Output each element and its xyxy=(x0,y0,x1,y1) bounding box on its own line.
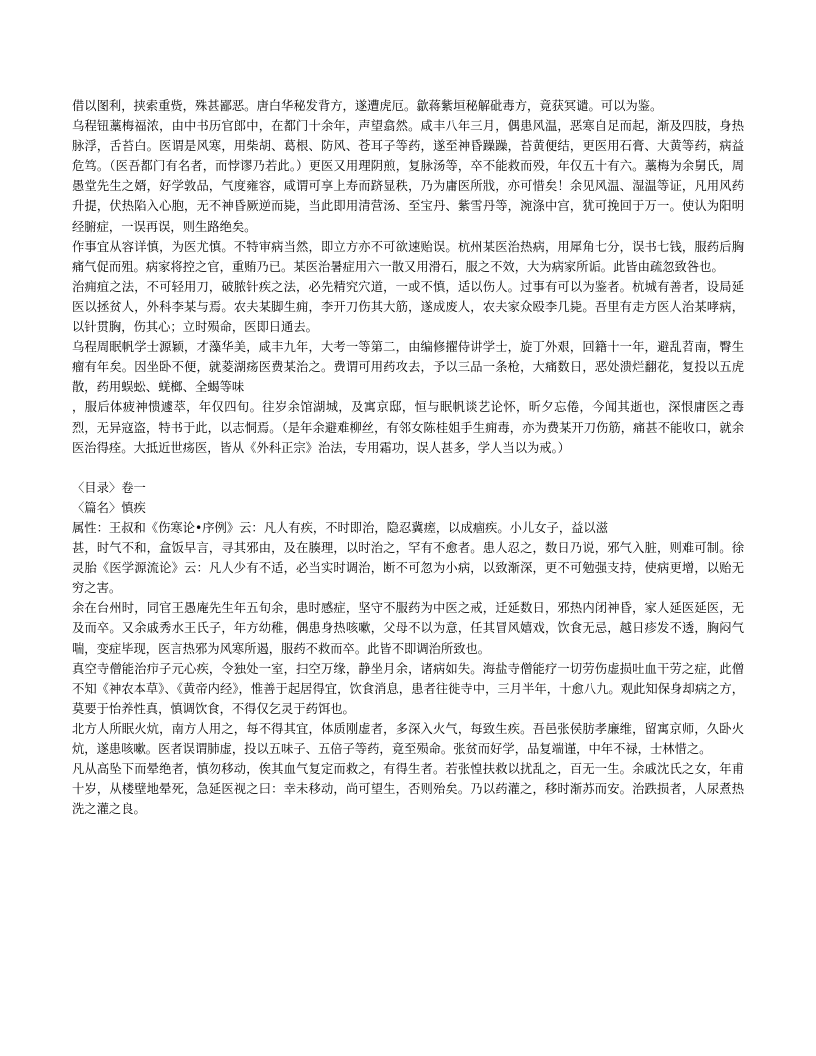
toc-heading-chapter: 〈篇名〉慎疾 xyxy=(72,500,146,515)
paragraph: 属性：王叔和《伤寒论•序例》云：凡人有疾，不时即治，隐忍冀瘥，以成痼疾。小儿女子，益以滋 xyxy=(72,520,609,535)
paragraph-spacer xyxy=(72,458,744,478)
paragraph: 乌程钮藁梅福浓，由中书历官郎中，在都门十余年，声望翕然。咸丰八年三月，偶患风温，恶寒自足而起，渐及四肢，身热脉浮，舌苔白。医谓是风寒，用柴胡、葛根、防风、苍耳子等药，遂至神昏躁躁，苔黄便结，更医用石膏、大黄等药，病益危笃。（医吾都门有名者，而悖谬乃若此。）更医又用理阴煎，复脉汤等，卒不能救而殁，年仅五十有六。藁梅为余舅氏，周愚堂先生之婿，好学敦品，气度雍容，咸谓可享上寿而跻显秩，乃为庸医所戕，亦可惜矣！余见风温、湿温等证，凡用风药升提，伏热陷入心胞，无不神昏厥逆而毙，当此即用清营汤、至宝丹、紫雪丹等，涴涤中宫，犹可挽回于万一。使认为阳明经腑症，一误再误，则生路绝矣。 xyxy=(72,119,744,234)
paragraph: 治痈疽之法，不可轻用刀，破脓针疾之法，必先精究穴道，一或不慎，适以伤人。过事有可以为鉴者。杭城有善者，设局延医以拯贫人，外科李某与焉。农夫某脚生痈，李开刀伤其大筋，遂成废人，农夫家众殴李几毙。吾里有走方医人治某哮病，以针贯胸，伤其心；立时殒命，医即日通去。 xyxy=(72,279,744,335)
paragraph: 作事宜从容详慎，为医尤慎。不特审病当然，即立方亦不可欲速贻误。杭州某医治热病，用犀角七分，误书七钱，服药后胸痛气促而殂。病家将控之官，重贿乃已。某医治暑症用六一散又用滑石，服之不效，大为病家所诟。此皆由疏忽致咎也。 xyxy=(72,239,744,274)
document-body xyxy=(72,96,744,819)
paragraph: 借以图利，挟索重赀，殊甚鄙恶。唐白华秘发背方，遂遭虎厄。歙蒋紫垣秘解砒毒方，竟获冥谴。可以为鉴。 xyxy=(72,99,663,113)
paragraph: 乌程周眠帆学士源颖，才藻华美，咸丰九年，大考一等第二，由编修擢侍讲学士，旋丁外艰，回籍十一年，避乱苕南，臀生瘤有年矣。因坐卧不便，就菱湖疡医费某治之。费谓可用药攻去，予以三品一条枪，大痛数日，恶处溃烂翻花，复投以五虎散，药用蜈蚣、蜣榔、全蝎等味 xyxy=(72,340,744,395)
paragraph: 凡从高坠下而晕绝者，慎勿移动，俟其血气复定而救之，有得生者。若张惶扶救以扰乱之，百无一生。余戚沈氏之女，年甫十岁，从楼壁地晕死，急延医视之曰：幸未移动，尚可望生，否则殆矣。乃以药灌之，移时渐苏而安。治跌损者，人尿煮热洗之灌之良。 xyxy=(72,762,744,817)
paragraph: 余在台州时，同官王愚庵先生年五旬余，患时感症，坚守不服药为中医之戒，迁延数日，邪热内闭神昏，家人延医延医，无及而卒。又余戚秀水王氏子，年方幼稚，偶患身热咳嗽，父母不以为意，任其冒风嬉戏，饮食无忌，越日疹发不透，胸闷气喘，变症毕现，医言热邪为风寒所遏，服药不救而卒。此皆不即调治所致也。 xyxy=(72,601,744,656)
paragraph: 真空寺僧能治疖子元心疾，令独处一室，扫空万缘，静坐月余，诸病如失。海盐寺僧能疗一切劳伤虚损吐血干劳之症，此僧不知《神农本草》、《黄帝内经》，惟善于起居得宜，饮食消息，患者往徙寺中，三月半年，十愈八九。观此知保身却病之方，莫要于怡养性真，慎调饮食，不得仅乞灵于药饵也。 xyxy=(72,661,744,716)
toc-heading-volume: 〈目录〉卷一 xyxy=(72,480,146,495)
paragraph: ，服后体疲神愦遽萃，年仅四旬。往岁余馆湖城，及寓京邸，恒与眠帆谈艺论怀，昕夕忘倦，今闻其逝也，深恨庸医之毒烈，无异寇盗，特书于此，以志恫焉。（是年余避难柳丝，有邻女陈桂姐手生痈毒，亦为费某开刀伤筋，痛甚不能收口，就余医治得痊。大抵近世疡医，皆从《外科正宗》治法，专用霜功，误人甚多，学人当以为戒。） xyxy=(72,400,744,455)
paragraph: 甚，时气不和，盒饭早言，寻其邪由，及在腠理，以时治之，罕有不愈者。患人忍之，数日乃说，邪气入脏，则难可制。徐灵胎《医学源流论》云：凡人少有不适，必当实时调治，断不可忽为小病，以致渐深，更不可勉强支持，使病更增，以贻无穷之害。 xyxy=(72,541,744,596)
paragraph: 北方人所眠火炕，南方人用之，每不得其宜，体质刚虚者，多深入火气，每致生疾。吾邑张侯肪孝廉维，留寓京师，久卧火炕，遂患咳嗽。医者误谓肺虚，投以五味子、五倍子等药，竟至殒命。张贫而好学，品复端谨，中年不禄，士林惜之。 xyxy=(72,721,744,756)
